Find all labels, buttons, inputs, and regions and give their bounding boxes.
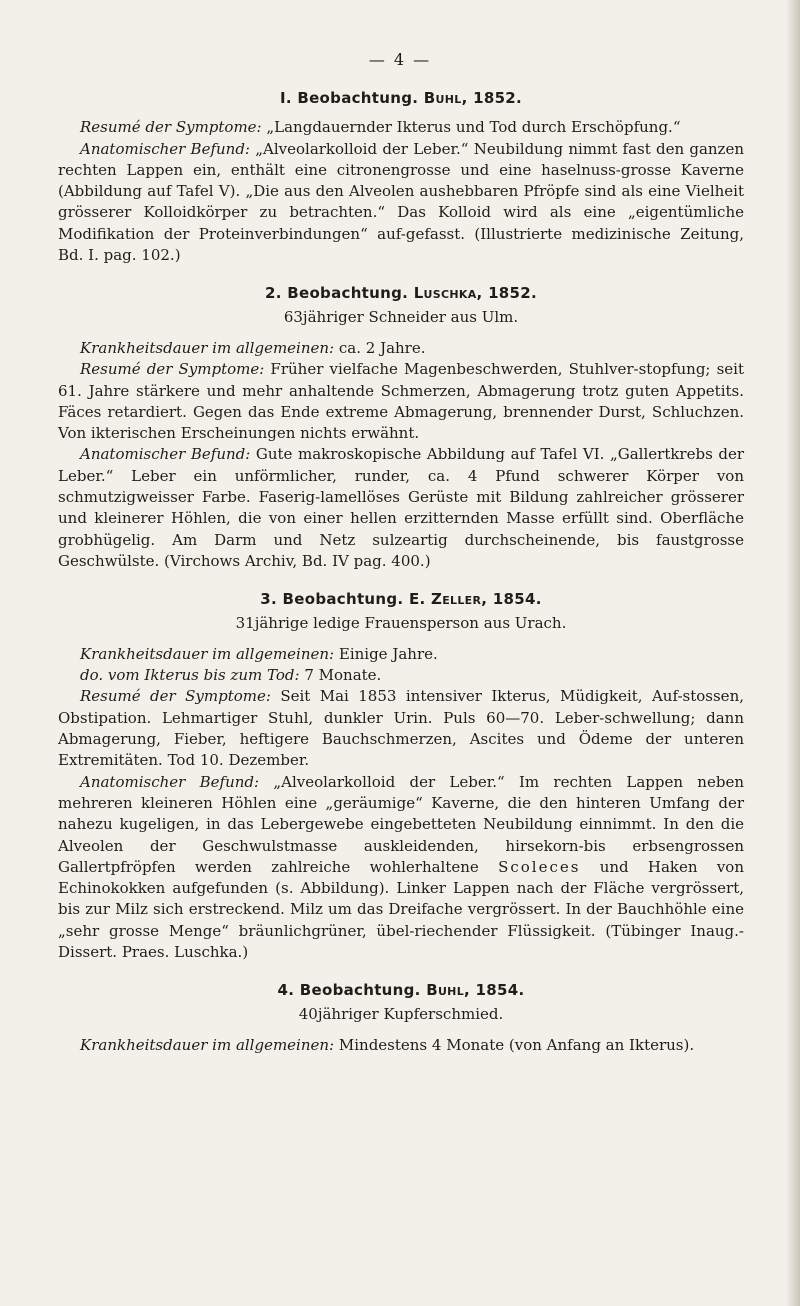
paragraph	[58, 444, 744, 572]
observation-author: E. Zeller	[408, 590, 482, 609]
paragraph	[58, 359, 744, 444]
page-number: — 4 —	[368, 50, 432, 69]
observation-title: 3. Beobachtung.	[260, 590, 404, 609]
paragraph-label: Resumé der Symptome:	[80, 360, 265, 379]
paragraph	[58, 338, 744, 359]
paragraph	[58, 686, 744, 771]
observation-year: 1854.	[475, 981, 525, 1000]
observation-title: I. Beobachtung.	[279, 89, 419, 107]
paragraph-text: und Haken von Echinokokken aufgefunden (s. Abbildung). Linker Lappen nach der Fläche vergrössert, bis zur Milz sich erstreckend. Milz um das Dreifache vergrössert. In der Bauchhöhle eine „sehr grosse Menge“ bräunlichgrüner, übel-riechender Flüssigkeit. (Tübinger Inaug.-Dissert. Praes. Luschka.)	[58, 857, 745, 961]
paragraph-label: Krankheitsdauer im allgemeinen:	[80, 338, 335, 357]
observation-heading: 4. Beobachtung. Buhl, 1854.	[277, 981, 525, 1000]
paragraph	[58, 665, 744, 686]
spaced-term: Scoleces	[498, 857, 581, 876]
paragraph-text: Seit Mai 1853 intensiver Ikterus, Müdigkeit, Auf-stossen, Obstipation. Lehmartiger Stuhl, dunkler Urin. Puls 60—70. Leber-schwellung; dann Abmagerung, Fieber, heftigere Bauchschmerzen, Ascites und Ödeme der unteren Extremitäten. Tod 10. Dezember.	[58, 687, 744, 770]
paragraph-label: Krankheitsdauer im allgemeinen:	[80, 1035, 335, 1054]
paragraph-text: Einige Jahre.	[334, 644, 438, 663]
observation-title: 4. Beobachtung.	[277, 981, 421, 1000]
page-edge-shadow	[786, 0, 800, 1306]
observation-author: Buhl	[423, 89, 462, 107]
paragraph-text: „Langdauernder Ikterus und Tod durch Erschöpfung.“	[261, 118, 681, 137]
paragraph-label: Resumé der Symptome:	[80, 687, 271, 706]
paragraph	[58, 139, 744, 267]
observation-title: 2. Beobachtung.	[264, 284, 409, 303]
paragraph	[58, 1035, 744, 1056]
paragraph	[58, 772, 744, 964]
paragraph-text: 7 Monate.	[299, 666, 382, 685]
observation-author: Buhl	[426, 981, 464, 1000]
observation-2	[58, 283, 744, 572]
paragraph-text: ca. 2 Jahre.	[334, 338, 426, 357]
patient-description: 63jähriger Schneider aus Ulm.	[283, 307, 519, 326]
patient-description: 31jährige ledige Frauensperson aus Urach.	[235, 613, 567, 632]
paragraph	[58, 644, 744, 665]
paragraph-text: „Alveolarkolloid der Leber.“ Im rechten Lappen neben mehreren kleineren Höhlen eine „geräumige“ Kaverne, die den hinteren Umfang der nahezu kugeligen, in das Lebergewebe eingebetteten Neubildung einnimmt. In den die Alveolen der Geschwulstmasse auskleidenden, hirsekorn-bis erbsengrossen Gallertpfröpfen werden zahlreiche wohlerhaltene	[58, 772, 744, 876]
observation-heading: 2. Beobachtung. Luschka, 1852.	[264, 284, 538, 303]
observation-author: Luschka	[413, 284, 477, 303]
paragraph-text: Früher vielfache Magenbeschwerden, Stuhlver-stopfung; seit 61. Jahre stärkere und mehr anhaltende Schmerzen, Abmagerung trotz guten Appetits. Fäces retardiert. Gegen das Ende extreme Abmagerung, brennender Durst, Schluchzen. Von ikterischen Erscheinungen nichts erwähnt.	[58, 360, 744, 443]
paragraph-text: Mindestens 4 Monate (von Anfang an Ikterus).	[334, 1035, 695, 1054]
paragraph-label: Resumé der Symptome:	[80, 118, 262, 137]
paragraph-label: do. vom Ikterus bis zum Tod:	[80, 666, 300, 685]
paragraph-text: Gute makroskopische Abbildung auf Tafel VI. „Gallertkrebs der Leber.“ Leber ein unförmlicher, runder, ca. 4 Pfund schwerer Körper von schmutzigweisser Farbe. Faserig-lamellöses Gerüste mit Bildung zahlreicher grösserer und kleinerer Höhlen, die von einer hellen erzitternden Masse erfüllt sind. Oberfläche grobhügelig. Am Darm und Netz sulzeartig durchscheinende, bis faustgrosse Geschwülste. (Virchows Archiv, Bd. IV pag. 400.)	[58, 445, 744, 570]
observation-4	[58, 980, 744, 1056]
patient-description: 40jähriger Kupferschmied.	[298, 1004, 504, 1023]
paragraph-label: Krankheitsdauer im allgemeinen:	[80, 644, 335, 663]
observation-3	[58, 589, 744, 963]
paragraph-label: Anatomischer Befund:	[80, 445, 251, 464]
observation-heading: I. Beobachtung. Buhl, 1852.	[279, 89, 523, 107]
observation-year: 1852.	[473, 89, 523, 107]
observation-year: 1852.	[488, 284, 538, 303]
observation-year: 1854.	[492, 590, 542, 609]
body-text	[58, 88, 744, 1073]
paragraph-label: Anatomischer Befund:	[80, 772, 260, 791]
observation-1	[58, 88, 744, 266]
observation-heading: 3. Beobachtung. E. Zeller, 1854.	[260, 590, 542, 609]
paragraph-text: „Alveolarkolloid der Leber.“ Neubildung nimmt fast den ganzen rechten Lappen ein, enthält eine citronengrosse und eine haselnuss-grosse Kaverne (Abbildung auf Tafel V). „Die aus den Alveolen aushebbaren Pfröpfe sind als eine Vielheit grösserer Kolloidkörper zu betrachten.“ Das Kolloid wird als eine „eigentümliche Modifikation der Proteinverbindungen“ auf-gefasst. (Illustrierte medizinische Zeitung, Bd. I. pag. 102.)	[58, 139, 744, 265]
paragraph	[58, 117, 744, 138]
paragraph-label: Anatomischer Befund:	[80, 139, 250, 158]
